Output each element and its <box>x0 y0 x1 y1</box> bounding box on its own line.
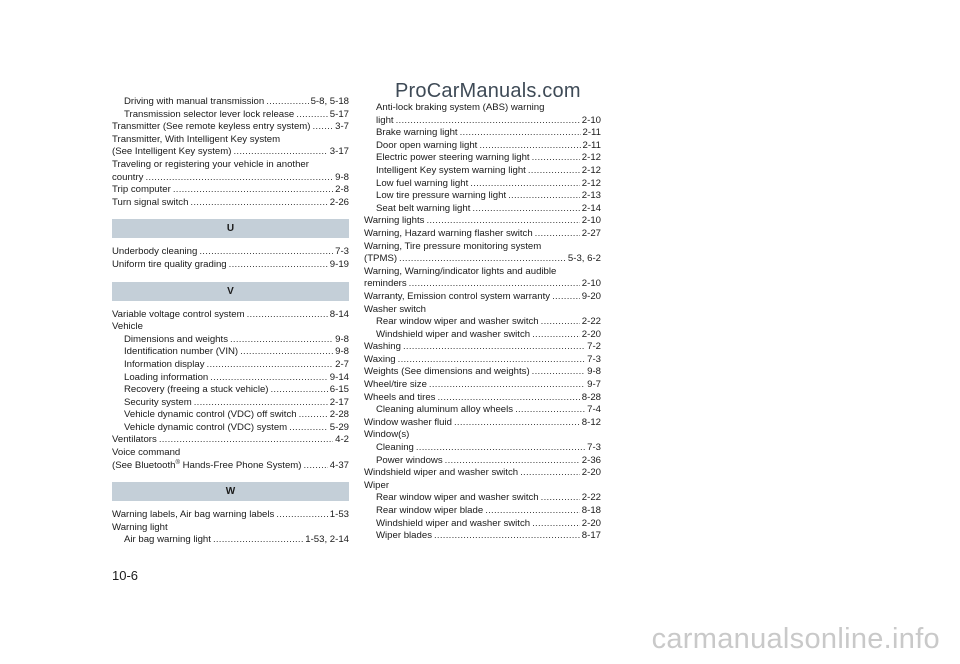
leader-dots <box>230 334 333 347</box>
page-ref: 2-17 <box>329 396 349 408</box>
page-ref: 2-10 <box>581 278 601 290</box>
index-entry <box>112 534 349 547</box>
entry-label: Brake warning light <box>376 127 458 139</box>
page-number: 10-6 <box>112 568 139 583</box>
entry-label: Transmitter (See remote keyless entry system) <box>112 121 311 133</box>
index-column-right <box>364 102 601 543</box>
page-ref: 8-12 <box>581 416 601 428</box>
index-entry <box>364 341 601 354</box>
leader-dots <box>409 278 580 291</box>
entry-label: Cleaning <box>376 442 414 454</box>
page-ref: 2-36 <box>581 454 601 466</box>
index-entry <box>112 197 349 210</box>
index-entry <box>364 392 601 405</box>
entry-label: Information display <box>124 358 205 370</box>
entry-label: Waxing <box>364 353 396 365</box>
entry-label: Door open warning light <box>376 139 478 151</box>
leader-dots <box>276 509 328 522</box>
leader-dots <box>532 366 585 379</box>
index-entry <box>364 379 601 392</box>
entry-label: Warning labels, Air bag warning labels <box>112 509 275 521</box>
page-ref: 2-28 <box>329 409 349 421</box>
index-entry <box>364 455 601 468</box>
entry-label: Warning lights <box>364 215 425 227</box>
index-entry <box>112 422 349 435</box>
page-ref: 2-13 <box>581 190 601 202</box>
page-ref: 9-8 <box>335 333 349 345</box>
page-ref: 2-22 <box>581 316 601 328</box>
leader-dots <box>416 442 585 455</box>
entry-heading: Anti-lock braking system (ABS) warning <box>376 102 545 113</box>
leader-dots <box>207 359 334 372</box>
page-ref: 2-12 <box>581 177 601 189</box>
page-ref: 2-20 <box>581 467 601 479</box>
page-ref: 2-27 <box>581 227 601 239</box>
page-ref: 2-10 <box>581 114 601 126</box>
leader-dots <box>399 253 566 266</box>
page-ref: 2-26 <box>329 196 349 208</box>
entry-label <box>112 460 301 473</box>
entry-label: Wiper blades <box>376 530 432 542</box>
page-ref: 8-18 <box>581 505 601 516</box>
entry-label: Driving with manual transmission <box>124 96 265 107</box>
leader-dots <box>541 492 580 505</box>
index-entry <box>112 184 349 197</box>
index-entry <box>112 346 349 359</box>
leader-dots <box>194 397 328 410</box>
entry-label: reminders <box>364 278 407 290</box>
entry-heading: Warning, Tire pressure monitoring system <box>364 240 542 252</box>
leader-dots <box>535 228 580 241</box>
entry-heading: Washer switch <box>364 303 427 315</box>
watermark-procarmanuals: ProCarManuals.com <box>395 80 581 102</box>
entry-label: Trip computer <box>112 184 171 196</box>
leader-dots <box>403 341 585 354</box>
index-column-left <box>112 96 349 547</box>
leader-dots <box>532 518 580 531</box>
index-entry <box>364 467 601 480</box>
page-ref: 2-12 <box>581 152 601 164</box>
index-entry <box>364 278 601 291</box>
page-ref: 9-8 <box>335 346 349 358</box>
entry-label: Vehicle dynamic control (VDC) off switch <box>124 409 297 421</box>
index-entry <box>364 253 601 266</box>
entry-label: (TPMS) <box>364 253 398 265</box>
page-ref: 3-17 <box>329 146 349 158</box>
entry-heading: Window(s) <box>364 429 410 441</box>
entry-label: Low tire pressure warning light <box>376 190 507 202</box>
entry-label: Wheels and tires <box>364 391 436 403</box>
leader-dots <box>460 127 581 140</box>
entry-label: (See Intelligent Key system) <box>112 146 232 158</box>
page-ref: 3-7 <box>335 121 349 133</box>
entry-label: Variable voltage control system <box>112 308 245 320</box>
leader-dots <box>520 467 580 480</box>
entry-label: Rear window wiper and washer switch <box>376 316 539 328</box>
entry-label: Transmission selector lever lock release <box>124 108 295 120</box>
entry-label: Uniform tire quality grading <box>112 258 227 270</box>
leader-dots <box>296 109 328 122</box>
index-entry <box>364 329 601 342</box>
page-ref: 2-10 <box>581 215 601 227</box>
entry-label-prefix: (See Bluetooth <box>112 459 176 471</box>
page-ref: 2-12 <box>581 164 601 176</box>
entry-label: Intelligent Key system warning light <box>376 164 526 176</box>
page-ref: 8-14 <box>329 308 349 320</box>
page-ref: 2-7 <box>335 358 349 370</box>
entry-label: Identification number (VIN) <box>124 346 239 358</box>
page-ref: 9-8 <box>587 366 601 378</box>
entry-label: Rear window wiper blade <box>376 505 484 516</box>
leader-dots <box>426 215 579 228</box>
page-ref: 2-20 <box>581 517 601 529</box>
page-ref: 2-8 <box>335 184 349 196</box>
entry-label: Vehicle dynamic control (VDC) system <box>124 421 288 433</box>
entry-label-suffix: Hands-Free Phone System) <box>179 459 302 471</box>
leader-dots <box>266 96 308 109</box>
leader-dots <box>240 346 333 359</box>
entry-label: Warranty, Emission control system warranty <box>364 290 551 302</box>
entry-label: Seat belt warning light <box>376 202 471 214</box>
index-entry <box>112 172 349 185</box>
page-ref: 2-14 <box>581 202 601 214</box>
leader-dots <box>199 246 333 259</box>
leader-dots <box>299 409 328 422</box>
index-entry <box>112 309 349 322</box>
page-ref: 7-2 <box>587 341 601 353</box>
entry-label: Washing <box>364 341 401 353</box>
index-entry <box>364 140 601 153</box>
entry-heading: Transmitter, With Intelligent Key system <box>112 133 281 145</box>
entry-label: Air bag warning light <box>124 534 211 546</box>
entry-label: Loading information <box>124 371 209 383</box>
page-ref: 9-14 <box>329 371 349 383</box>
leader-dots <box>532 152 580 165</box>
index-entry <box>112 434 349 447</box>
index-entry <box>112 109 349 122</box>
leader-dots <box>289 422 328 435</box>
index-entry <box>364 291 601 304</box>
index-entry <box>112 384 349 397</box>
index-entry <box>364 152 601 165</box>
page-ref: 1-53, 2-14 <box>305 534 349 546</box>
section-letter-w: W <box>112 482 349 501</box>
entry-label: Low fuel warning light <box>376 177 469 189</box>
leader-dots <box>396 115 580 128</box>
entry-label: Power windows <box>376 454 443 466</box>
leader-dots <box>173 184 333 197</box>
watermark-carmanualsonline: carmanualsonline.info <box>651 623 940 655</box>
entry-heading: Warning light <box>112 521 168 533</box>
page-ref: 2-20 <box>581 328 601 340</box>
page-ref: 2-22 <box>581 492 601 504</box>
leader-dots <box>528 165 580 178</box>
leader-dots <box>454 417 580 430</box>
index-entry <box>364 190 601 203</box>
entry-label: Windshield wiper and washer switch <box>364 467 519 479</box>
page-ref: 5-17 <box>329 108 349 120</box>
page-ref: 9-20 <box>581 290 601 302</box>
index-entry <box>112 259 349 272</box>
index-entry <box>364 203 601 216</box>
entry-label: Ventilators <box>112 434 157 446</box>
index-entry <box>364 354 601 367</box>
entry-label: Electric power steering warning light <box>376 152 530 164</box>
page-ref: 9-7 <box>587 379 601 391</box>
index-entry <box>112 96 349 109</box>
index-entry <box>112 460 349 473</box>
leader-dots <box>159 434 333 447</box>
leader-dots <box>515 404 585 417</box>
index-entry <box>364 404 601 417</box>
leader-dots <box>472 203 579 216</box>
leader-dots <box>429 379 585 392</box>
leader-dots <box>485 505 580 518</box>
page-ref: 5-8, 5-18 <box>310 96 349 107</box>
index-entry <box>364 228 601 241</box>
leader-dots <box>437 392 579 405</box>
page-ref: 7-4 <box>587 404 601 416</box>
index-entry <box>364 505 601 518</box>
leader-dots <box>434 530 580 543</box>
leader-dots <box>303 460 327 473</box>
index-entry <box>112 146 349 159</box>
entry-heading: Vehicle <box>112 321 143 333</box>
entry-label: country <box>112 171 144 183</box>
page-ref: 8-28 <box>581 391 601 403</box>
leader-dots <box>541 316 580 329</box>
page-ref: 2-11 <box>582 127 601 139</box>
page-ref: 8-17 <box>581 530 601 542</box>
entry-label: Dimensions and weights <box>124 333 228 345</box>
leader-dots <box>213 534 303 547</box>
entry-label: Weights (See dimensions and weights) <box>364 366 530 378</box>
section-letter-v: V <box>112 282 349 301</box>
entry-label: Warning, Hazard warning flasher switch <box>364 227 533 239</box>
leader-dots <box>470 178 580 191</box>
index-entry <box>364 215 601 228</box>
section-letter-u: U <box>112 219 349 238</box>
entry-label: Security system <box>124 396 192 408</box>
leader-dots <box>233 146 327 159</box>
index-entry <box>112 372 349 385</box>
registered-mark: ® <box>175 459 180 466</box>
page-ref: 5-3, 6-2 <box>567 253 601 265</box>
page-ref: 4-37 <box>329 459 349 471</box>
entry-label: Windshield wiper and washer switch <box>376 328 531 340</box>
entry-label: Underbody cleaning <box>112 246 198 258</box>
page-ref: 9-19 <box>329 258 349 270</box>
page-ref: 9-8 <box>335 171 349 183</box>
index-entry <box>112 246 349 259</box>
leader-dots <box>229 259 328 272</box>
page-ref: 6-15 <box>329 384 349 396</box>
entry-label: Cleaning aluminum alloy wheels <box>376 404 514 416</box>
leader-dots <box>145 172 333 185</box>
page-ref: 4-2 <box>335 434 349 446</box>
entry-heading: Traveling or registering your vehicle in another <box>112 158 309 170</box>
index-entry <box>364 127 601 140</box>
page-ref: 7-3 <box>587 353 601 365</box>
entry-label: Window washer fluid <box>364 416 452 428</box>
leader-dots <box>552 291 580 304</box>
leader-dots <box>479 140 580 153</box>
leader-dots <box>247 309 328 322</box>
index-entry <box>364 442 601 455</box>
leader-dots <box>210 372 328 385</box>
index-entry <box>364 316 601 329</box>
page-ref: 1-53 <box>329 509 349 521</box>
leader-dots <box>508 190 580 203</box>
index-entry <box>364 417 601 430</box>
entry-label: Turn signal switch <box>112 196 189 208</box>
leader-dots <box>190 197 327 210</box>
entry-heading: Wiper <box>364 479 390 491</box>
leader-dots <box>445 455 580 468</box>
index-entry <box>364 366 601 379</box>
entry-label: Rear window wiper and washer switch <box>376 492 539 504</box>
index-entry <box>112 121 349 134</box>
entry-heading: Warning, Warning/indicator lights and audible <box>364 265 557 277</box>
entry-label: light <box>376 114 394 126</box>
index-entry <box>364 530 601 543</box>
index-entry <box>112 359 349 372</box>
page-ref: 7-3 <box>335 246 349 258</box>
leader-dots <box>398 354 585 367</box>
entry-heading: Voice command <box>112 447 181 459</box>
index-entry <box>364 165 601 178</box>
page-ref: 7-3 <box>587 442 601 454</box>
index-entry <box>112 509 349 522</box>
leader-dots <box>271 384 328 397</box>
index-entry <box>112 409 349 422</box>
index-entry <box>364 492 601 505</box>
index-entry <box>364 518 601 531</box>
leader-dots <box>313 121 334 134</box>
index-entry <box>364 178 601 191</box>
entry-label: Wheel/tire size <box>364 379 427 391</box>
index-entry <box>112 334 349 347</box>
index-entry <box>112 397 349 410</box>
index-entry <box>364 115 601 128</box>
page-ref: 2-11 <box>582 139 601 151</box>
entry-label: Recovery (freeing a stuck vehicle) <box>124 384 269 396</box>
leader-dots <box>532 329 580 342</box>
entry-label: Windshield wiper and washer switch <box>376 517 531 529</box>
page-ref: 5-29 <box>329 421 349 433</box>
